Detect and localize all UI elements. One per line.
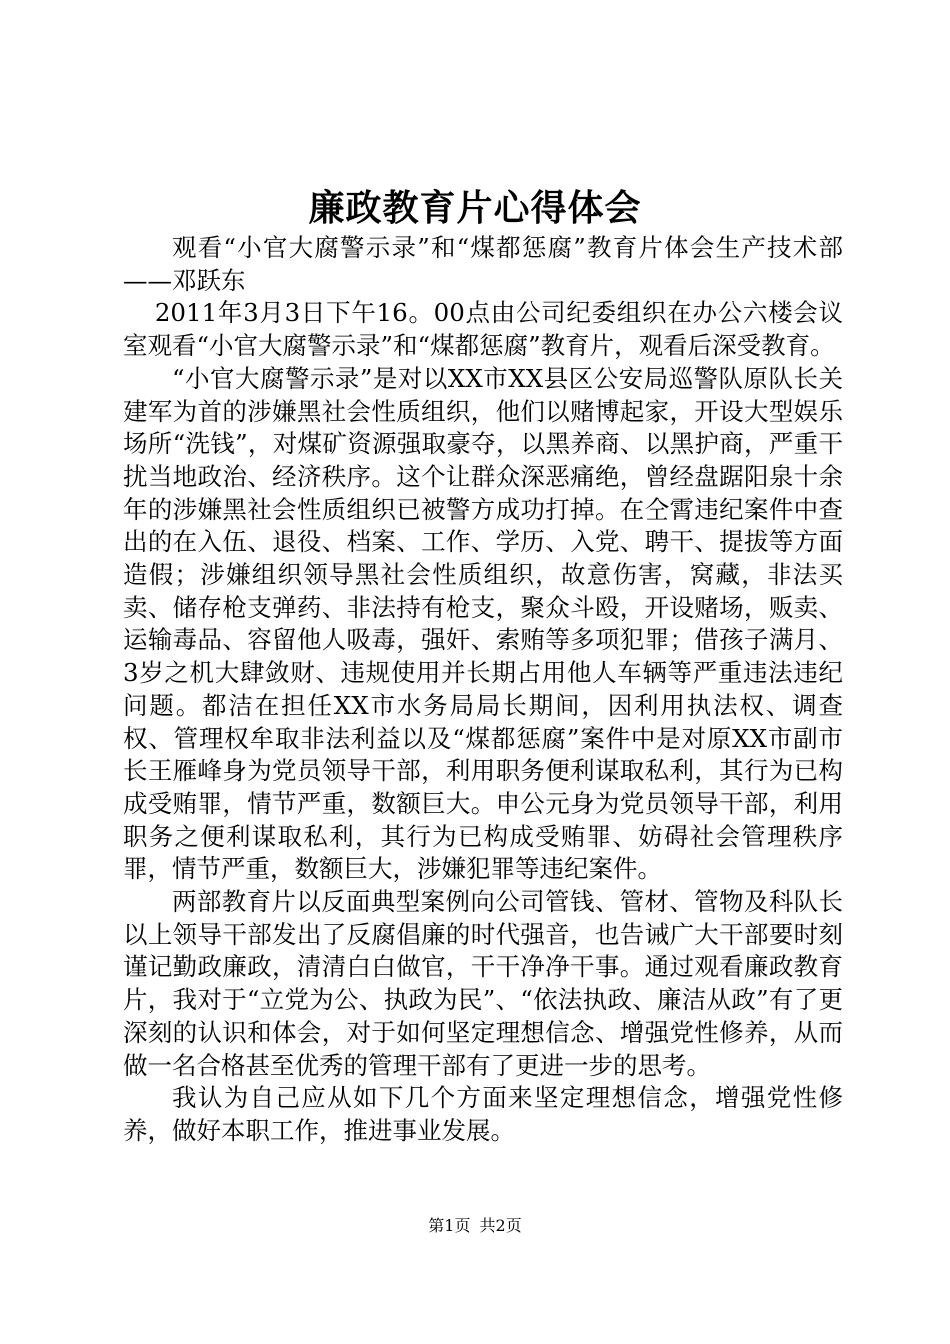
paragraph-resolution: 我认为自己应从如下几个方面来坚定理想信念，增强党性修养，做好本职工作，推进事业发展。	[123, 1083, 843, 1145]
page-footer	[0, 1215, 950, 1237]
paragraph-cases: “小官大腐警示录”是对以XX市XX县区公安局巡警队原队长关建军为首的涉嫌黑社会性质组织，他们以赌博起家，开设大型娱乐场所“洗钱”，对煤矿资源强取豪夺，以黑养商、以黑护商，严重干扰当地政治、经济秩序。这个让群众深恶痛绝，曾经盘踞阳泉十余年的涉嫌黑社会性质组织已被警方成功打掉。在仝霄违纪案件中查出的在入伍、退役、档案、工作、学历、入党、聘干、提拔等方面造假；涉嫌组织领导黑社会性质组织，故意伤害，窝藏，非法买卖、储存枪支弹药、非法持有枪支，聚众斗殴，开设赌场，贩卖、运输毒品、容留他人吸毒，强奸、索贿等多项犯罪；借孩子满月、3岁之机大肆敛财、违规使用并长期占用他人车辆等严重违法违纪问题。都洁在担任XX市水务局局长期间，因利用执法权、调查权、管理权牟取非法利益以及“煤都惩腐”案件中是对原XX市副市长王雁峰身为党员领导干部，利用职务便利谋取私利，其行为已构成受贿罪，情节严重，数额巨大。申公元身为党员领导干部，利用职务之便利谋取私利，其行为已构成受贿罪、妨碍社会管理秩序罪，情节严重，数额巨大，涉嫌犯罪等违纪案件。	[123, 363, 843, 884]
paragraph-intro: 观看“小官大腐警示录”和“煤都惩腐”教育片体会生产技术部——邓跃东	[123, 233, 843, 295]
document-body	[123, 232, 843, 1148]
page-total: 共2页	[479, 1216, 522, 1235]
document-title: 廉政教育片心得体会	[308, 187, 642, 229]
page-number: 第1页	[428, 1216, 471, 1235]
paragraph-reflection: 两部教育片以反面典型案例向公司管钱、管材、管物及科队长以上领导干部发出了反腐倡廉的时代强音，也告诫广大干部要时刻谨记勤政廉政，清清白白做官，干干净净干事。通过观看廉政教育片，我对于“立党为公、执政为民”、“依法执政、廉洁从政”有了更深刻的认识和体会，对于如何坚定理想信念、增强党性修养，从而做一名合格甚至优秀的管理干部有了更进一步的思考。	[123, 887, 843, 1080]
paragraph-event: 2011年3月3日下午16。00点由公司纪委组织在办公六楼会议室观看“小官大腐警示录”和“煤都惩腐”教育片，观看后深受教育。	[123, 298, 843, 361]
